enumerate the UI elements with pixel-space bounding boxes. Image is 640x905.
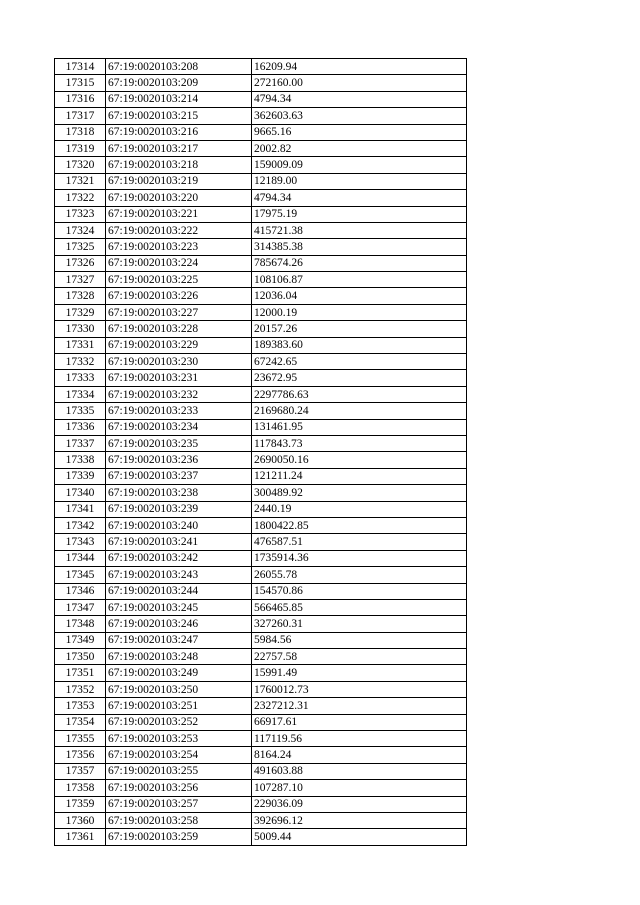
table-row (55, 173, 467, 189)
cadastral-number-cell: 67:19:0020103:231 (106, 370, 252, 386)
cadastral-number-cell: 67:19:0020103:219 (106, 173, 252, 189)
cadastral-number-cell: 67:19:0020103:236 (106, 452, 252, 468)
table-row (55, 124, 467, 140)
table-row (55, 386, 467, 402)
row-number-cell: 17352 (55, 681, 106, 697)
value-cell: 66917.61 (252, 714, 467, 730)
value-cell: 107287.10 (252, 780, 467, 796)
row-number-cell: 17324 (55, 222, 106, 238)
table-row (55, 468, 467, 484)
row-number-cell: 17339 (55, 468, 106, 484)
cadastral-number-cell: 67:19:0020103:258 (106, 812, 252, 828)
table-row (55, 763, 467, 779)
cadastral-number-cell: 67:19:0020103:240 (106, 517, 252, 533)
row-number-cell: 17329 (55, 304, 106, 320)
row-number-cell: 17347 (55, 599, 106, 615)
table-row (55, 780, 467, 796)
value-cell: 121211.24 (252, 468, 467, 484)
row-number-cell: 17317 (55, 108, 106, 124)
table-row (55, 272, 467, 288)
table-row (55, 616, 467, 632)
cadastral-number-cell: 67:19:0020103:239 (106, 501, 252, 517)
value-cell: 1760012.73 (252, 681, 467, 697)
table-row (55, 435, 467, 451)
cadastral-number-cell: 67:19:0020103:209 (106, 75, 252, 91)
table-row (55, 419, 467, 435)
row-number-cell: 17328 (55, 288, 106, 304)
value-cell: 272160.00 (252, 75, 467, 91)
row-number-cell: 17361 (55, 829, 106, 845)
cadastral-number-cell: 67:19:0020103:233 (106, 403, 252, 419)
value-cell: 5009.44 (252, 829, 467, 845)
cadastral-number-cell: 67:19:0020103:235 (106, 435, 252, 451)
value-cell: 476587.51 (252, 534, 467, 550)
row-number-cell: 17325 (55, 239, 106, 255)
table-row (55, 567, 467, 583)
row-number-cell: 17357 (55, 763, 106, 779)
value-cell: 327260.31 (252, 616, 467, 632)
cadastral-number-cell: 67:19:0020103:252 (106, 714, 252, 730)
cadastral-number-cell: 67:19:0020103:250 (106, 681, 252, 697)
cadastral-number-cell: 67:19:0020103:242 (106, 550, 252, 566)
table-row (55, 714, 467, 730)
value-cell: 20157.26 (252, 321, 467, 337)
row-number-cell: 17335 (55, 403, 106, 419)
value-cell: 2297786.63 (252, 386, 467, 402)
row-number-cell: 17345 (55, 567, 106, 583)
table-row (55, 403, 467, 419)
table-row (55, 665, 467, 681)
row-number-cell: 17326 (55, 255, 106, 271)
cadastral-number-cell: 67:19:0020103:249 (106, 665, 252, 681)
value-cell: 1800422.85 (252, 517, 467, 533)
cadastral-number-cell: 67:19:0020103:257 (106, 796, 252, 812)
cadastral-number-cell: 67:19:0020103:208 (106, 59, 252, 75)
cadastral-number-cell: 67:19:0020103:230 (106, 354, 252, 370)
row-number-cell: 17318 (55, 124, 106, 140)
value-cell: 12000.19 (252, 304, 467, 320)
row-number-cell: 17340 (55, 485, 106, 501)
row-number-cell: 17315 (55, 75, 106, 91)
row-number-cell: 17359 (55, 796, 106, 812)
value-cell: 2002.82 (252, 140, 467, 156)
table-row (55, 747, 467, 763)
value-cell: 2169680.24 (252, 403, 467, 419)
table-row (55, 337, 467, 353)
cadastral-number-cell: 67:19:0020103:234 (106, 419, 252, 435)
row-number-cell: 17323 (55, 206, 106, 222)
value-cell: 566465.85 (252, 599, 467, 615)
row-number-cell: 17319 (55, 140, 106, 156)
cadastral-number-cell: 67:19:0020103:248 (106, 649, 252, 665)
table-row (55, 59, 467, 75)
table-row (55, 583, 467, 599)
value-cell: 5984.56 (252, 632, 467, 648)
cadastral-number-cell: 67:19:0020103:251 (106, 698, 252, 714)
row-number-cell: 17355 (55, 731, 106, 747)
table-row (55, 206, 467, 222)
cadastral-number-cell: 67:19:0020103:243 (106, 567, 252, 583)
value-cell: 189383.60 (252, 337, 467, 353)
row-number-cell: 17337 (55, 435, 106, 451)
value-cell: 12036.04 (252, 288, 467, 304)
cadastral-number-cell: 67:19:0020103:246 (106, 616, 252, 632)
cadastral-number-cell: 67:19:0020103:255 (106, 763, 252, 779)
cadastral-number-cell: 67:19:0020103:241 (106, 534, 252, 550)
row-number-cell: 17358 (55, 780, 106, 796)
value-cell: 392696.12 (252, 812, 467, 828)
table-row (55, 288, 467, 304)
value-cell: 154570.86 (252, 583, 467, 599)
value-cell: 4794.34 (252, 91, 467, 107)
table-row (55, 321, 467, 337)
row-number-cell: 17341 (55, 501, 106, 517)
cadastral-number-cell: 67:19:0020103:226 (106, 288, 252, 304)
value-cell: 362603.63 (252, 108, 467, 124)
table-row (55, 829, 467, 845)
value-cell: 26055.78 (252, 567, 467, 583)
table-row (55, 632, 467, 648)
row-number-cell: 17333 (55, 370, 106, 386)
value-cell: 17975.19 (252, 206, 467, 222)
cadastral-number-cell: 67:19:0020103:238 (106, 485, 252, 501)
cadastral-number-cell: 67:19:0020103:244 (106, 583, 252, 599)
row-number-cell: 17336 (55, 419, 106, 435)
value-cell: 415721.38 (252, 222, 467, 238)
cadastral-number-cell: 67:19:0020103:216 (106, 124, 252, 140)
row-number-cell: 17332 (55, 354, 106, 370)
row-number-cell: 17353 (55, 698, 106, 714)
value-cell: 108106.87 (252, 272, 467, 288)
value-cell: 12189.00 (252, 173, 467, 189)
cadastral-number-cell: 67:19:0020103:225 (106, 272, 252, 288)
value-cell: 67242.65 (252, 354, 467, 370)
cadastral-number-cell: 67:19:0020103:254 (106, 747, 252, 763)
row-number-cell: 17343 (55, 534, 106, 550)
data-table (54, 58, 467, 846)
value-cell: 4794.34 (252, 190, 467, 206)
row-number-cell: 17327 (55, 272, 106, 288)
value-cell: 117843.73 (252, 435, 467, 451)
row-number-cell: 17330 (55, 321, 106, 337)
row-number-cell: 17360 (55, 812, 106, 828)
table-row (55, 501, 467, 517)
value-cell: 23672.95 (252, 370, 467, 386)
value-cell: 2327212.31 (252, 698, 467, 714)
table-row (55, 599, 467, 615)
cadastral-number-cell: 67:19:0020103:232 (106, 386, 252, 402)
value-cell: 314385.38 (252, 239, 467, 255)
row-number-cell: 17342 (55, 517, 106, 533)
row-number-cell: 17346 (55, 583, 106, 599)
value-cell: 15991.49 (252, 665, 467, 681)
table-row (55, 517, 467, 533)
cadastral-number-cell: 67:19:0020103:215 (106, 108, 252, 124)
cadastral-number-cell: 67:19:0020103:220 (106, 190, 252, 206)
table-row (55, 796, 467, 812)
row-number-cell: 17316 (55, 91, 106, 107)
row-number-cell: 17331 (55, 337, 106, 353)
value-cell: 2440.19 (252, 501, 467, 517)
value-cell: 785674.26 (252, 255, 467, 271)
table-row (55, 370, 467, 386)
cadastral-number-cell: 67:19:0020103:253 (106, 731, 252, 747)
table-row (55, 157, 467, 173)
row-number-cell: 17338 (55, 452, 106, 468)
row-number-cell: 17349 (55, 632, 106, 648)
cadastral-number-cell: 67:19:0020103:228 (106, 321, 252, 337)
table-row (55, 550, 467, 566)
table-row (55, 190, 467, 206)
row-number-cell: 17354 (55, 714, 106, 730)
cadastral-number-cell: 67:19:0020103:217 (106, 140, 252, 156)
value-cell: 159009.09 (252, 157, 467, 173)
table-row (55, 698, 467, 714)
value-cell: 2690050.16 (252, 452, 467, 468)
cadastral-number-cell: 67:19:0020103:223 (106, 239, 252, 255)
row-number-cell: 17351 (55, 665, 106, 681)
row-number-cell: 17320 (55, 157, 106, 173)
table-row (55, 731, 467, 747)
table-row (55, 239, 467, 255)
table-row (55, 91, 467, 107)
table-row (55, 222, 467, 238)
row-number-cell: 17322 (55, 190, 106, 206)
table-row (55, 304, 467, 320)
table-row (55, 452, 467, 468)
table-row (55, 75, 467, 91)
value-cell: 16209.94 (252, 59, 467, 75)
cadastral-number-cell: 67:19:0020103:237 (106, 468, 252, 484)
value-cell: 1735914.36 (252, 550, 467, 566)
value-cell: 22757.58 (252, 649, 467, 665)
table-body (55, 59, 467, 846)
row-number-cell: 17334 (55, 386, 106, 402)
value-cell: 300489.92 (252, 485, 467, 501)
table-row (55, 108, 467, 124)
cadastral-number-cell: 67:19:0020103:218 (106, 157, 252, 173)
cadastral-number-cell: 67:19:0020103:227 (106, 304, 252, 320)
cadastral-number-cell: 67:19:0020103:245 (106, 599, 252, 615)
cadastral-number-cell: 67:19:0020103:259 (106, 829, 252, 845)
table-row (55, 649, 467, 665)
row-number-cell: 17350 (55, 649, 106, 665)
table-row (55, 534, 467, 550)
cadastral-number-cell: 67:19:0020103:222 (106, 222, 252, 238)
cadastral-number-cell: 67:19:0020103:229 (106, 337, 252, 353)
cadastral-number-cell: 67:19:0020103:256 (106, 780, 252, 796)
value-cell: 9665.16 (252, 124, 467, 140)
value-cell: 117119.56 (252, 731, 467, 747)
table-row (55, 681, 467, 697)
value-cell: 8164.24 (252, 747, 467, 763)
row-number-cell: 17348 (55, 616, 106, 632)
row-number-cell: 17344 (55, 550, 106, 566)
cadastral-number-cell: 67:19:0020103:247 (106, 632, 252, 648)
cadastral-number-cell: 67:19:0020103:224 (106, 255, 252, 271)
value-cell: 491603.88 (252, 763, 467, 779)
table-row (55, 812, 467, 828)
cadastral-number-cell: 67:19:0020103:221 (106, 206, 252, 222)
table-row (55, 140, 467, 156)
table-row (55, 354, 467, 370)
table-row (55, 485, 467, 501)
row-number-cell: 17314 (55, 59, 106, 75)
cadastral-number-cell: 67:19:0020103:214 (106, 91, 252, 107)
row-number-cell: 17356 (55, 747, 106, 763)
value-cell: 131461.95 (252, 419, 467, 435)
table-row (55, 255, 467, 271)
value-cell: 229036.09 (252, 796, 467, 812)
row-number-cell: 17321 (55, 173, 106, 189)
